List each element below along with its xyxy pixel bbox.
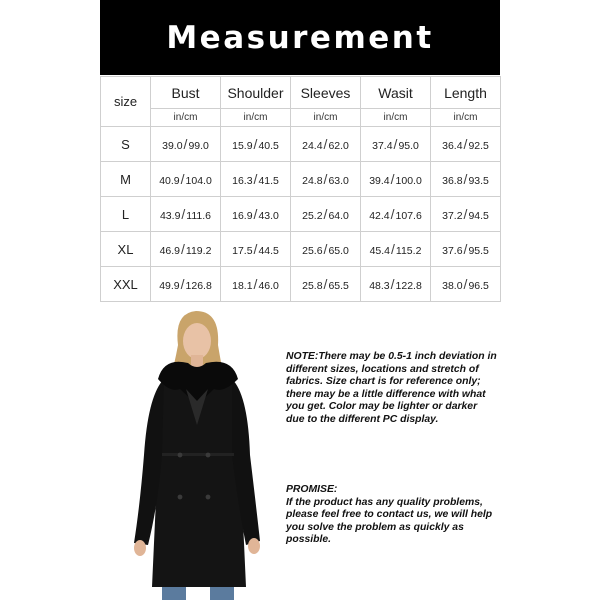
measurement-cell: [291, 267, 361, 302]
promise-text: If the product has any quality problems, please feel free to contact us, we will help you solve the problem as quickly as possible.: [286, 496, 493, 545]
measurement-cell: [431, 127, 501, 162]
value-separator: /: [253, 241, 258, 257]
inch-value: 48.3: [369, 280, 390, 292]
value-separator: /: [390, 206, 395, 222]
value-separator: /: [463, 206, 468, 222]
measurement-cell: [151, 267, 221, 302]
cm-value: 43.0: [258, 210, 279, 222]
cm-value: 40.5: [258, 140, 279, 152]
unit-label: in/cm: [361, 109, 431, 127]
value-separator: /: [253, 136, 258, 152]
unit-label: in/cm: [431, 109, 501, 127]
measurement-cell: [361, 197, 431, 232]
value-separator: /: [183, 136, 188, 152]
value-separator: /: [181, 206, 186, 222]
cm-value: 95.5: [468, 245, 489, 257]
value-separator: /: [391, 241, 395, 257]
coat-button: [178, 453, 183, 458]
inch-value: 49.9: [159, 280, 180, 292]
measurement-cell: [151, 162, 221, 197]
cm-value: 65.0: [328, 245, 349, 257]
value-separator: /: [180, 276, 185, 292]
jeans: [162, 587, 186, 600]
cm-value: 95.0: [398, 140, 419, 152]
size-label: XXL: [101, 267, 151, 302]
value-separator: /: [323, 241, 328, 257]
cm-value: 96.5: [468, 280, 489, 292]
value-separator: /: [253, 171, 258, 187]
inch-value: 25.6: [302, 245, 323, 257]
column-header-bust: Bust: [151, 77, 221, 109]
table-row: [101, 162, 501, 197]
value-separator: /: [393, 136, 398, 152]
cm-value: 111.6: [186, 210, 212, 222]
value-separator: /: [253, 206, 258, 222]
inch-value: 45.4: [369, 245, 391, 257]
value-separator: /: [323, 171, 328, 187]
model-face: [183, 323, 211, 359]
table-row: [101, 267, 501, 302]
model-left-hand: [134, 540, 146, 556]
model-photo: [128, 305, 263, 600]
measurement-cell: [291, 232, 361, 267]
cm-value: 115.2: [395, 245, 422, 257]
inch-value: 24.8: [302, 175, 323, 187]
inch-value: 36.8: [442, 175, 463, 187]
cm-value: 93.5: [468, 175, 489, 187]
measurement-cell: [151, 127, 221, 162]
unit-label: in/cm: [151, 109, 221, 127]
coat-button: [206, 453, 211, 458]
value-separator: /: [463, 276, 468, 292]
page-title: Measurement: [166, 19, 434, 56]
table-body: [101, 127, 501, 302]
value-separator: /: [390, 276, 395, 292]
measurement-cell: [361, 127, 431, 162]
cm-value: 122.8: [395, 280, 422, 292]
cm-value: 104.0: [185, 175, 212, 187]
promise-block: [286, 484, 498, 547]
unit-label: in/cm: [221, 109, 291, 127]
value-separator: /: [180, 171, 185, 187]
size-note: NOTE:There may be 0.5-1 inch deviation in different sizes, locations and stretch of fabrics. Size chart is for reference only; there may be a little difference with what you get. Color may be lighter or darker due to the different PC display.: [286, 351, 497, 425]
value-separator: /: [323, 206, 328, 222]
inch-value: 40.9: [159, 175, 180, 187]
cm-value: 92.5: [468, 140, 489, 152]
cm-value: 62.0: [328, 140, 349, 152]
value-separator: /: [181, 241, 185, 257]
value-separator: /: [323, 136, 328, 152]
inch-value: 39.4: [369, 175, 390, 187]
cm-value: 41.5: [258, 175, 279, 187]
inch-value: 42.4: [369, 210, 390, 222]
inch-value: 43.9: [159, 210, 181, 222]
inch-value: 16.9: [232, 210, 253, 222]
coat-button: [206, 495, 211, 500]
column-header-shoulder: Shoulder: [221, 77, 291, 109]
table-row: [101, 127, 501, 162]
value-separator: /: [323, 276, 328, 292]
cm-value: 63.0: [328, 175, 349, 187]
header-row: [101, 77, 501, 109]
cm-value: 94.5: [468, 210, 489, 222]
title-banner: [100, 0, 500, 75]
measurement-cell: [291, 162, 361, 197]
measurement-cell: [361, 267, 431, 302]
measurement-cell: [151, 197, 221, 232]
size-chart-table: [100, 76, 501, 302]
measurement-cell: [221, 127, 291, 162]
value-separator: /: [463, 171, 468, 187]
coat-button: [178, 495, 183, 500]
size-label: XL: [101, 232, 151, 267]
measurement-cell: [361, 162, 431, 197]
inch-value: 25.2: [302, 210, 323, 222]
model-right-hand: [248, 538, 260, 554]
measurement-cell: [151, 232, 221, 267]
measurement-cell: [431, 162, 501, 197]
size-label: M: [101, 162, 151, 197]
cm-value: 119.2: [185, 245, 212, 257]
cm-value: 99.0: [188, 140, 209, 152]
value-separator: /: [253, 276, 258, 292]
measurement-cell: [431, 232, 501, 267]
cm-value: 126.8: [185, 280, 212, 292]
column-header-length: Length: [431, 77, 501, 109]
inch-value: 18.1: [232, 280, 253, 292]
column-header-sleeves: Sleeves: [291, 77, 361, 109]
size-label: L: [101, 197, 151, 232]
measurement-cell: [431, 267, 501, 302]
measurement-cell: [221, 162, 291, 197]
table-row: [101, 232, 501, 267]
inch-value: 15.9: [232, 140, 253, 152]
unit-row: [101, 109, 501, 127]
measurement-cell: [221, 232, 291, 267]
cm-value: 100.0: [395, 175, 422, 187]
inch-value: 37.6: [442, 245, 463, 257]
inch-value: 16.3: [232, 175, 253, 187]
inch-value: 38.0: [442, 280, 463, 292]
cm-value: 64.0: [328, 210, 349, 222]
cm-value: 44.5: [258, 245, 279, 257]
inch-value: 37.2: [442, 210, 463, 222]
table-row: [101, 197, 501, 232]
cm-value: 107.6: [395, 210, 422, 222]
value-separator: /: [463, 241, 468, 257]
cm-value: 46.0: [258, 280, 279, 292]
inch-value: 25.8: [302, 280, 323, 292]
value-separator: /: [390, 171, 395, 187]
column-header-waist: Wasit: [361, 77, 431, 109]
measurement-cell: [291, 127, 361, 162]
measurement-cell: [221, 267, 291, 302]
value-separator: /: [463, 136, 468, 152]
measurement-cell: [291, 197, 361, 232]
size-label: S: [101, 127, 151, 162]
size-column-header: size: [101, 77, 151, 127]
inch-value: 24.4: [302, 140, 323, 152]
inch-value: 46.9: [159, 245, 181, 257]
measurement-cell: [361, 232, 431, 267]
measurement-cell: [221, 197, 291, 232]
measurement-cell: [431, 197, 501, 232]
cm-value: 65.5: [328, 280, 349, 292]
unit-label: in/cm: [291, 109, 361, 127]
inch-value: 39.0: [162, 140, 183, 152]
inch-value: 36.4: [442, 140, 463, 152]
inch-value: 17.5: [232, 245, 253, 257]
promise-label: PROMISE:: [286, 484, 338, 495]
inch-value: 37.4: [372, 140, 393, 152]
